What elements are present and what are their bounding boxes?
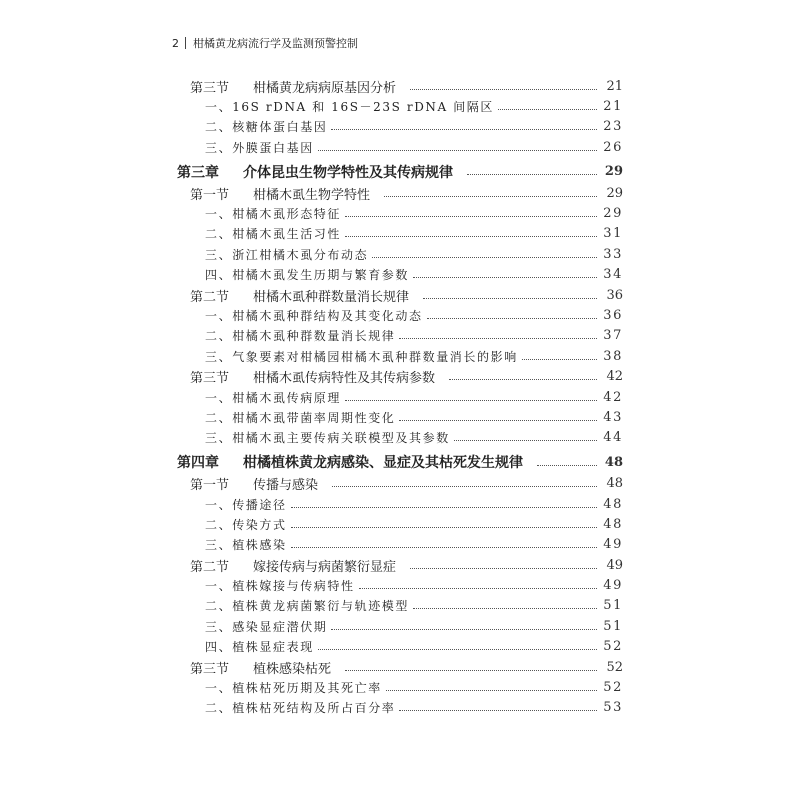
section-title: 植株感染枯死 bbox=[253, 661, 332, 677]
item-title: 一、柑橘木虱形态特征 bbox=[205, 207, 342, 222]
toc-entry-label bbox=[190, 77, 398, 96]
page-ref: 43 bbox=[603, 409, 623, 425]
toc-entry-label bbox=[177, 162, 455, 182]
dot-leader bbox=[345, 236, 597, 237]
toc-entry-label bbox=[205, 699, 397, 716]
chapter-number: 第四章 bbox=[177, 455, 219, 472]
item-title: 三、柑橘木虱主要传病关联模型及其参数 bbox=[205, 431, 450, 446]
section-number: 第三节 bbox=[190, 371, 230, 387]
dot-leader bbox=[332, 486, 597, 487]
page-ref: 36 bbox=[606, 287, 623, 303]
toc-entry-label bbox=[205, 307, 425, 324]
dot-leader bbox=[331, 629, 597, 630]
page-ref: 48 bbox=[603, 496, 623, 512]
toc-section-entry[interactable] bbox=[190, 657, 623, 677]
toc-entry-label bbox=[190, 658, 333, 677]
item-title: 一、传播途径 bbox=[205, 497, 287, 512]
dot-leader bbox=[410, 568, 597, 569]
page-ref: 36 bbox=[603, 307, 623, 323]
toc-item-entry[interactable] bbox=[205, 575, 623, 595]
item-title: 二、柑橘木虱带菌率周期性变化 bbox=[205, 410, 396, 425]
section-title: 柑橘黄龙病病原基因分析 bbox=[253, 80, 397, 96]
dot-leader bbox=[291, 547, 597, 548]
toc-item-entry[interactable] bbox=[205, 596, 623, 616]
header-divider bbox=[185, 37, 186, 49]
section-number: 第一节 bbox=[190, 478, 230, 494]
item-title: 一、植株枯死历期及其死亡率 bbox=[205, 681, 382, 696]
dot-leader bbox=[413, 608, 597, 609]
toc-entry-label bbox=[205, 429, 452, 446]
chapter-number: 第三章 bbox=[177, 164, 219, 181]
toc-entry-label bbox=[177, 452, 525, 472]
dot-leader bbox=[423, 298, 597, 299]
toc-item-entry[interactable] bbox=[205, 346, 623, 366]
dot-leader bbox=[522, 359, 597, 360]
dot-leader bbox=[399, 710, 597, 711]
toc-entry-label bbox=[205, 266, 411, 283]
toc-section-entry[interactable] bbox=[190, 183, 623, 203]
toc-entry-label bbox=[205, 618, 329, 635]
toc-entry-label bbox=[205, 98, 496, 115]
page-ref: 29 bbox=[603, 206, 623, 222]
dot-leader bbox=[331, 129, 597, 130]
running-header bbox=[172, 35, 358, 51]
toc-item-entry[interactable] bbox=[205, 244, 623, 264]
toc-item-entry[interactable] bbox=[205, 428, 623, 448]
dot-leader bbox=[399, 420, 597, 421]
page-ref: 33 bbox=[603, 246, 623, 262]
toc-entry-label bbox=[190, 367, 437, 386]
section-title: 嫁接传病与病菌繁衍显症 bbox=[253, 559, 397, 575]
section-title: 柑橘木虱传病特性及其传病参数 bbox=[253, 371, 436, 387]
table-of-contents bbox=[0, 76, 800, 718]
toc-item-entry[interactable] bbox=[205, 616, 623, 636]
toc-item-entry[interactable] bbox=[205, 96, 623, 116]
dot-leader bbox=[291, 507, 597, 508]
item-title: 三、植株感染 bbox=[205, 538, 287, 553]
page-ref: 42 bbox=[603, 389, 623, 405]
toc-entry-label bbox=[190, 556, 398, 575]
item-title: 四、柑橘木虱发生历期与繁育参数 bbox=[205, 268, 410, 283]
item-title: 一、植株嫁接与传病特性 bbox=[205, 579, 355, 594]
toc-entry-label bbox=[190, 286, 411, 305]
page-ref: 53 bbox=[603, 700, 623, 716]
toc-entry-label bbox=[205, 638, 316, 655]
toc-entry-label bbox=[205, 409, 397, 426]
dot-leader bbox=[384, 196, 597, 197]
toc-entry-label bbox=[205, 496, 289, 513]
section-title: 柑橘木虱种群数量消长规律 bbox=[253, 289, 410, 305]
toc-item-entry[interactable] bbox=[205, 305, 623, 325]
section-number: 第三节 bbox=[190, 80, 230, 96]
toc-entry-label bbox=[205, 246, 370, 263]
item-title: 二、柑橘木虱种群数量消长规律 bbox=[205, 329, 396, 344]
section-number: 第一节 bbox=[190, 187, 230, 203]
dot-leader bbox=[359, 588, 597, 589]
page-ref: 21 bbox=[606, 78, 623, 94]
toc-entry-label bbox=[190, 474, 320, 493]
toc-item-entry[interactable] bbox=[205, 224, 623, 244]
page-ref: 48 bbox=[604, 454, 623, 470]
item-title: 一、16S rDNA 和 16S－23S rDNA 间隔区 bbox=[205, 100, 494, 115]
page-ref: 52 bbox=[603, 680, 623, 696]
item-title: 三、外膜蛋白基因 bbox=[205, 140, 314, 155]
item-title: 一、柑橘木虱种群结构及其变化动态 bbox=[205, 308, 423, 323]
toc-entry-label bbox=[205, 327, 397, 344]
section-number: 第三节 bbox=[190, 661, 230, 677]
page-ref: 42 bbox=[606, 369, 623, 385]
toc-entry-label bbox=[205, 348, 520, 365]
page-ref: 29 bbox=[606, 185, 623, 201]
page-ref: 52 bbox=[606, 659, 623, 675]
page-ref: 48 bbox=[603, 516, 623, 532]
page-ref: 49 bbox=[603, 537, 623, 553]
dot-leader bbox=[467, 174, 597, 175]
chapter-title: 介体昆虫生物学特性及其传病规律 bbox=[243, 164, 453, 181]
toc-section-entry[interactable] bbox=[190, 285, 623, 305]
toc-entry-label bbox=[205, 139, 316, 156]
page-ref: 29 bbox=[604, 164, 623, 180]
page-ref: 51 bbox=[603, 618, 623, 634]
toc-entry-label bbox=[205, 536, 289, 553]
page-number: 2 bbox=[172, 36, 179, 50]
dot-leader bbox=[413, 277, 597, 278]
dot-leader bbox=[318, 150, 597, 151]
toc-item-entry[interactable] bbox=[205, 677, 623, 697]
toc-item-entry[interactable] bbox=[205, 117, 623, 137]
dot-leader bbox=[345, 670, 597, 671]
item-title: 二、柑橘木虱生活习性 bbox=[205, 227, 342, 242]
dot-leader bbox=[345, 216, 597, 217]
page-ref: 26 bbox=[603, 139, 623, 155]
toc-entry-label bbox=[205, 225, 343, 242]
page-ref: 49 bbox=[603, 578, 623, 594]
toc-item-entry[interactable] bbox=[205, 698, 623, 718]
dot-leader bbox=[410, 89, 597, 90]
page-ref: 34 bbox=[603, 267, 623, 283]
page-ref: 23 bbox=[603, 119, 623, 135]
dot-leader bbox=[372, 257, 597, 258]
dot-leader bbox=[454, 440, 597, 441]
section-number: 第二节 bbox=[190, 289, 230, 305]
toc-entry-label bbox=[205, 597, 411, 614]
dot-leader bbox=[386, 690, 597, 691]
toc-item-entry[interactable] bbox=[205, 407, 623, 427]
section-title: 传播与感染 bbox=[253, 478, 319, 494]
item-title: 一、柑橘木虱传病原理 bbox=[205, 390, 342, 405]
toc-entry-label bbox=[205, 516, 289, 533]
toc-entry-label bbox=[205, 389, 343, 406]
section-title: 柑橘木虱生物学特性 bbox=[253, 187, 371, 203]
toc-item-entry[interactable] bbox=[205, 494, 623, 514]
toc-item-entry[interactable] bbox=[205, 265, 623, 285]
toc-item-entry[interactable] bbox=[205, 326, 623, 346]
item-title: 三、感染显症潜伏期 bbox=[205, 619, 328, 634]
book-title: 柑橘黄龙病流行学及监测预警控制 bbox=[193, 37, 358, 50]
page-ref: 49 bbox=[606, 557, 623, 573]
toc-entry-label bbox=[205, 205, 343, 222]
toc-item-entry[interactable] bbox=[205, 514, 623, 534]
toc-chapter-entry[interactable] bbox=[177, 162, 623, 182]
page-ref: 38 bbox=[603, 348, 623, 364]
toc-section-entry[interactable] bbox=[190, 555, 623, 575]
toc-item-entry[interactable] bbox=[205, 637, 623, 657]
dot-leader bbox=[498, 109, 597, 110]
dot-leader bbox=[537, 465, 597, 466]
item-title: 四、植株显症表现 bbox=[205, 640, 314, 655]
item-title: 三、浙江柑橘木虱分布动态 bbox=[205, 247, 369, 262]
toc-entry-label bbox=[205, 577, 357, 594]
item-title: 三、气象要素对柑橘园柑橘木虱种群数量消长的影响 bbox=[205, 349, 518, 364]
toc-section-entry[interactable] bbox=[190, 366, 623, 386]
dot-leader bbox=[291, 527, 597, 528]
page-ref: 48 bbox=[606, 476, 623, 492]
item-title: 二、传染方式 bbox=[205, 517, 287, 532]
page-ref: 44 bbox=[603, 430, 623, 446]
page-ref: 51 bbox=[603, 598, 623, 614]
toc-item-entry[interactable] bbox=[205, 203, 623, 223]
toc-entry-label bbox=[205, 118, 329, 135]
toc-section-entry[interactable] bbox=[190, 76, 623, 96]
page-ref: 31 bbox=[603, 226, 623, 242]
toc-item-entry[interactable] bbox=[205, 535, 623, 555]
dot-leader bbox=[427, 318, 597, 319]
section-number: 第二节 bbox=[190, 559, 230, 575]
toc-entry-label bbox=[190, 184, 372, 203]
page-ref: 21 bbox=[603, 99, 623, 115]
dot-leader bbox=[399, 338, 597, 339]
dot-leader bbox=[449, 379, 597, 380]
toc-section-entry[interactable] bbox=[190, 473, 623, 493]
toc-entry-label bbox=[205, 679, 384, 696]
page-ref: 52 bbox=[603, 639, 623, 655]
chapter-title: 柑橘植株黄龙病感染、显症及其枯死发生规律 bbox=[243, 455, 523, 472]
item-title: 二、植株黄龙病菌繁衍与轨迹模型 bbox=[205, 599, 410, 614]
page-ref: 37 bbox=[603, 328, 623, 344]
dot-leader bbox=[318, 649, 597, 650]
item-title: 二、植株枯死结构及所占百分率 bbox=[205, 701, 396, 716]
toc-item-entry[interactable] bbox=[205, 137, 623, 157]
toc-item-entry[interactable] bbox=[205, 387, 623, 407]
toc-chapter-entry[interactable] bbox=[177, 452, 623, 472]
item-title: 二、核糖体蛋白基因 bbox=[205, 120, 328, 135]
dot-leader bbox=[345, 400, 597, 401]
